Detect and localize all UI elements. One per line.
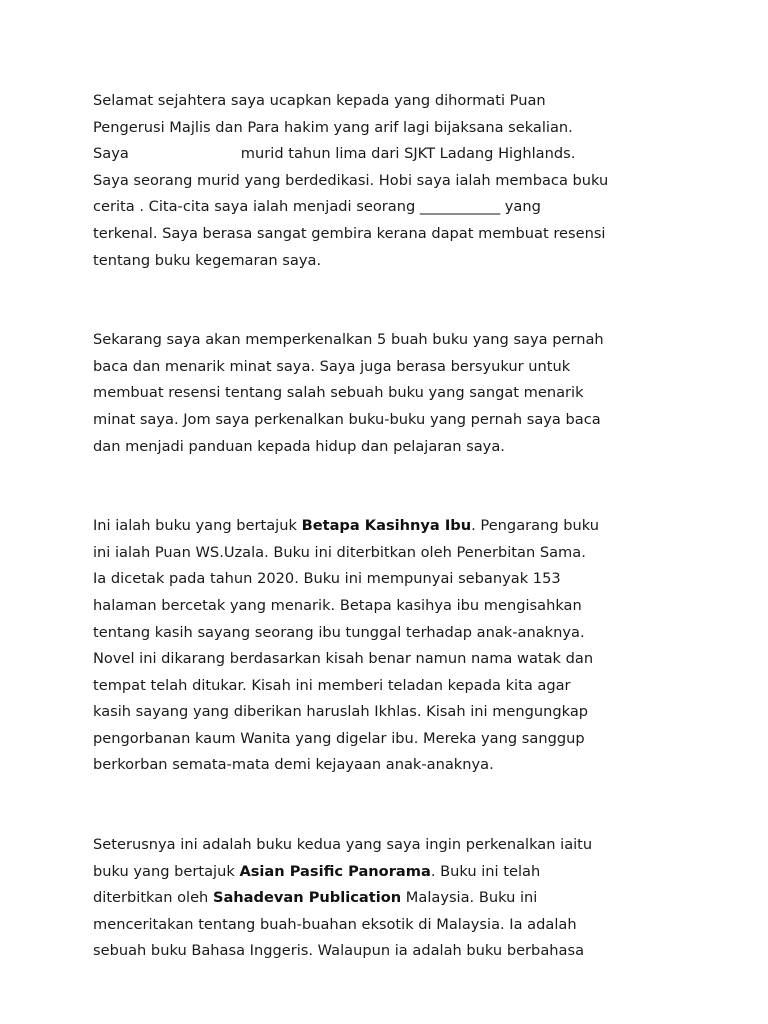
text-line: ini ialah Puan WS.Uzala. Buku ini diterbitkan oleh Penerbitan Sama. <box>93 543 586 561</box>
text-line: tentang kasih sayang seorang ibu tunggal terhadap anak-anaknya. <box>93 623 585 641</box>
text-line <box>93 513 693 540</box>
paragraph-book-one <box>93 513 693 779</box>
text-line: Saya seorang murid yang berdedikasi. Hobi saya ialah membaca buku <box>93 171 609 189</box>
book-title: Asian Pasific Panorama <box>239 862 431 880</box>
text-segment: Saya <box>93 145 129 163</box>
text-line: baca dan menarik minat saya. Saya juga berasa bersyukur untuk <box>93 357 571 375</box>
text-line: Selamat sejahtera saya ucapkan kepada yang dihormati Puan <box>93 92 546 109</box>
text-line <box>93 141 693 168</box>
text-segment: murid tahun lima dari SJKT Ladang Highlands. <box>240 145 576 163</box>
paragraph-spacer <box>93 779 693 832</box>
text-line: Ia dicetak pada tahun 2020. Buku ini mempunyai sebanyak 153 <box>93 570 561 588</box>
text-line: Pengerusi Majlis dan Para hakim yang arif lagi bijaksana sekalian. <box>93 118 573 136</box>
text-line: dan menjadi panduan kepada hidup dan pelajaran saya. <box>93 437 505 455</box>
text-line: tempat telah ditukar. Kisah ini memberi teladan kepada kita agar <box>93 676 571 694</box>
paragraph-book-list <box>93 327 693 460</box>
text-line: pengorbanan kaum Wanita yang digelar ibu. Mereka yang sanggup <box>93 729 585 747</box>
text-segment: yang <box>504 198 541 216</box>
text-line: membuat resensi tentang salah sebuah buku yang sangat menarik <box>93 384 584 402</box>
text-line: minat saya. Jom saya perkenalkan buku-buku yang pernah saya baca <box>93 410 601 428</box>
text-segment: . Pengarang buku <box>471 517 599 535</box>
paragraph-spacer <box>93 274 693 327</box>
publisher-name: Sahadevan Publication <box>212 889 402 907</box>
text-line <box>93 194 693 221</box>
book-title: Betapa Kasihnya Ibu <box>301 517 472 535</box>
text-line: Sekarang saya akan memperkenalkan 5 buah buku yang saya pernah <box>93 331 604 349</box>
text-line: kasih sayang yang diberikan haruslah Ikhlas. Kisah ini mengungkap <box>93 703 589 721</box>
paragraph-introduction <box>93 88 693 274</box>
text-segment: Ini ialah buku yang bertajuk <box>93 517 297 535</box>
text-segment: diterbitkan oleh <box>93 889 209 907</box>
text-line <box>93 885 693 912</box>
text-segment: Malaysia. Buku ini <box>405 889 538 907</box>
text-line: tentang buku kegemaran saya. <box>93 251 322 269</box>
text-segment: cerita . Cita-cita saya ialah menjadi seorang <box>93 198 416 216</box>
text-line: sebuah buku Bahasa Inggeris. Walaupun ia adalah buku berbahasa <box>93 942 585 960</box>
text-line <box>93 859 693 886</box>
text-segment: . Buku ini telah <box>430 862 541 880</box>
document-page <box>93 88 693 965</box>
text-line: Novel ini dikarang berdasarkan kisah benar namun nama watak dan <box>93 650 594 668</box>
text-line: halaman bercetak yang menarik. Betapa kasihya ibu mengisahkan <box>93 596 582 614</box>
fill-in-blank: ___________ <box>419 198 501 216</box>
text-line: menceritakan tentang buah-buahan eksotik di Malaysia. Ia adalah <box>93 915 577 933</box>
text-line: Seterusnya ini adalah buku kedua yang saya ingin perkenalkan iaitu <box>93 836 593 854</box>
text-line: berkorban semata-mata demi kejayaan anak-anaknya. <box>93 756 494 774</box>
paragraph-book-two <box>93 832 693 965</box>
text-line: terkenal. Saya berasa sangat gembira kerana dapat membuat resensi <box>93 224 606 242</box>
text-segment: buku yang bertajuk <box>93 862 235 880</box>
paragraph-spacer <box>93 460 693 513</box>
